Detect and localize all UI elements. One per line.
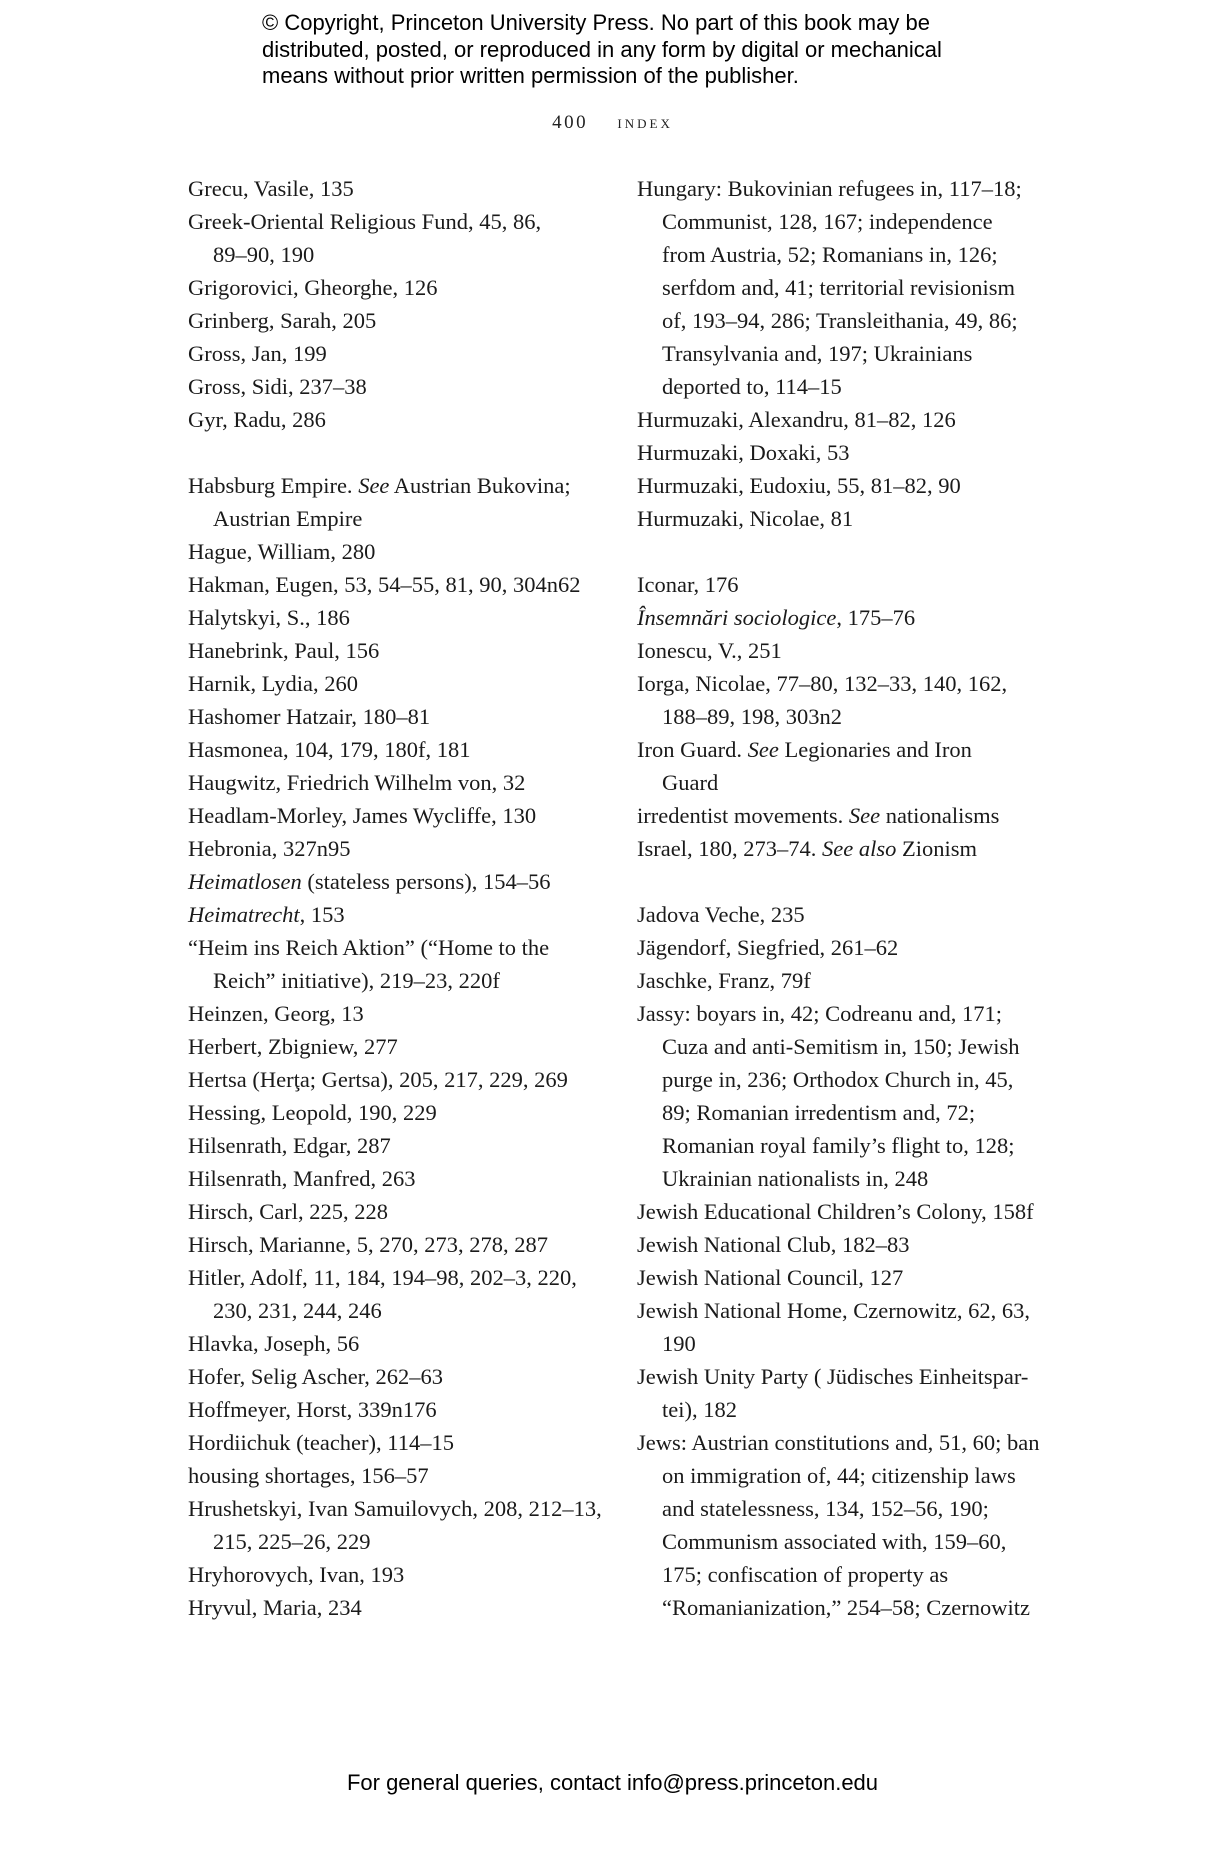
- index-entry: Ionescu, V., 251: [637, 638, 782, 663]
- index-entry: Jews: Austrian constitutions and, 51, 60; ban: [637, 1430, 1040, 1455]
- index-entry-continuation: “Romanianization,” 254–58; Czernowitz: [662, 1595, 1031, 1620]
- index-entry: Jewish National Club, 182–83: [637, 1232, 910, 1257]
- index-entry: Heimatrecht, 153: [188, 902, 345, 927]
- copyright-notice: [262, 10, 1022, 90]
- index-entry: Hungary: Bukovinian refugees in, 117–18;: [637, 176, 1022, 201]
- index-entry: Hurmuzaki, Nicolae, 81: [637, 506, 854, 531]
- index-entry: Hessing, Leopold, 190, 229: [188, 1100, 437, 1125]
- index-entry-continuation: 230, 231, 244, 246: [213, 1298, 382, 1323]
- index-entry: irredentist movements. See nationalisms: [637, 803, 1000, 828]
- index-entry: Jägendorf, Siegfried, 261–62: [637, 935, 899, 960]
- index-entry-continuation: Reich” initiative), 219–23, 220f: [213, 968, 500, 993]
- index-entry: Greek-Oriental Religious Fund, 45, 86,: [188, 209, 542, 234]
- index-entry: Israel, 180, 273–74. See also Zionism: [637, 836, 977, 861]
- index-entry-continuation: 215, 225–26, 229: [213, 1529, 371, 1554]
- index-entry: Hurmuzaki, Doxaki, 53: [637, 440, 850, 465]
- copyright-line: © Copyright, Princeton University Press. No part of this book may be: [262, 10, 930, 35]
- index-entry: Jewish National Council, 127: [637, 1265, 904, 1290]
- index-entry: Hryhorovych, Ivan, 193: [188, 1562, 405, 1587]
- index-entry: Jewish Unity Party ( Jüdisches Einheitspar-: [637, 1364, 1029, 1389]
- index-entry-continuation: 175; confiscation of property as: [662, 1562, 949, 1587]
- index-entry: Heinzen, Georg, 13: [188, 1001, 364, 1026]
- index-entry: Hague, William, 280: [188, 539, 376, 564]
- index-column-left: [188, 172, 658, 1624]
- index-entry-continuation: tei), 182: [662, 1397, 737, 1422]
- index-entry: Haugwitz, Friedrich Wilhelm von, 32: [188, 770, 526, 795]
- index-entry-continuation: Guard: [662, 770, 719, 795]
- index-entry: Habsburg Empire. See Austrian Bukovina;: [188, 473, 571, 498]
- index-entry: Grigorovici, Gheorghe, 126: [188, 275, 438, 300]
- index-entry-continuation: Cuza and anti-Semitism in, 150; Jewish: [662, 1034, 1020, 1059]
- index-entry-continuation: from Austria, 52; Romanians in, 126;: [662, 242, 998, 267]
- index-entry: Însemnări sociologice, 175–76: [637, 605, 916, 630]
- index-spacer: [188, 436, 658, 469]
- index-entry-continuation: Communist, 128, 167; independence: [662, 209, 993, 234]
- index-entry: Jadova Veche, 235: [637, 902, 805, 927]
- index-entry: Headlam-Morley, James Wycliffe, 130: [188, 803, 537, 828]
- index-entry-continuation: purge in, 236; Orthodox Church in, 45,: [662, 1067, 1014, 1092]
- index-entry-continuation: Communism associated with, 159–60,: [662, 1529, 1007, 1554]
- index-entry: Hertsa (Herţa; Gertsa), 205, 217, 229, 269: [188, 1067, 568, 1092]
- index-spacer: [637, 535, 1057, 568]
- index-entry: Hrushetskyi, Ivan Samuilovych, 208, 212–13,: [188, 1496, 602, 1521]
- copyright-line: distributed, posted, or reproduced in any form by digital or mechanical: [262, 36, 942, 62]
- index-entry: Harnik, Lydia, 260: [188, 671, 358, 696]
- index-entry: Hebronia, 327n95: [188, 836, 351, 861]
- index-entry: Herbert, Zbigniew, 277: [188, 1034, 398, 1059]
- index-entry-continuation: Transylvania and, 197; Ukrainians: [662, 341, 973, 366]
- index-entry: Hitler, Adolf, 11, 184, 194–98, 202–3, 220,: [188, 1265, 577, 1290]
- index-entry: Hakman, Eugen, 53, 54–55, 81, 90, 304n62: [188, 572, 581, 597]
- index-entry: Halytskyi, S., 186: [188, 605, 350, 630]
- index-entry: Hordiichuk (teacher), 114–15: [188, 1430, 454, 1455]
- page-number: 400: [552, 112, 589, 133]
- index-entry-continuation: Ukrainian nationalists in, 248: [662, 1166, 929, 1191]
- index-entry-continuation: and statelessness, 134, 152–56, 190;: [662, 1496, 989, 1521]
- index-entry: Jassy: boyars in, 42; Codreanu and, 171;: [637, 1001, 1002, 1026]
- index-entry: Iconar, 176: [637, 572, 739, 597]
- index-entry: Gross, Jan, 199: [188, 341, 327, 366]
- index-entry-continuation: Romanian royal family’s flight to, 128;: [662, 1133, 1015, 1158]
- index-entry: Gross, Sidi, 237–38: [188, 374, 367, 399]
- index-entry-continuation: 190: [662, 1331, 696, 1356]
- index-entry: Hirsch, Carl, 225, 228: [188, 1199, 388, 1224]
- index-entry: Hanebrink, Paul, 156: [188, 638, 380, 663]
- index-entry-continuation: on immigration of, 44; citizenship laws: [662, 1463, 1016, 1488]
- index-entry-continuation: of, 193–94, 286; Transleithania, 49, 86;: [662, 308, 1018, 333]
- index-column-right: [637, 172, 1057, 1624]
- index-entry: Hoffmeyer, Horst, 339n176: [188, 1397, 437, 1422]
- index-entry: Jewish Educational Children’s Colony, 158f: [637, 1199, 1034, 1224]
- index-entry: Hlavka, Joseph, 56: [188, 1331, 360, 1356]
- index-entry-continuation: 89–90, 190: [213, 242, 315, 267]
- running-head: [0, 112, 1225, 134]
- index-entry-continuation: 89; Romanian irredentism and, 72;: [662, 1100, 976, 1125]
- index-entry-continuation: Austrian Empire: [213, 506, 363, 531]
- index-entry-continuation: 188–89, 198, 303n2: [662, 704, 842, 729]
- index-entry: Hurmuzaki, Alexandru, 81–82, 126: [637, 407, 956, 432]
- index-entry: Gyr, Radu, 286: [188, 407, 326, 432]
- index-entry: Hirsch, Marianne, 5, 270, 273, 278, 287: [188, 1232, 548, 1257]
- index-entry: Hilsenrath, Edgar, 287: [188, 1133, 391, 1158]
- index-entry: Hryvul, Maria, 234: [188, 1595, 362, 1620]
- index-entry: Grinberg, Sarah, 205: [188, 308, 377, 333]
- index-spacer: [637, 865, 1057, 898]
- index-entry: Hurmuzaki, Eudoxiu, 55, 81–82, 90: [637, 473, 961, 498]
- copyright-line: means without prior written permission of the publisher.: [262, 63, 799, 88]
- index-entry: Iorga, Nicolae, 77–80, 132–33, 140, 162,: [637, 671, 1008, 696]
- index-entry: Hasmonea, 104, 179, 180f, 181: [188, 737, 471, 762]
- index-entry-continuation: deported to, 114–15: [662, 374, 842, 399]
- index-entry: Iron Guard. See Legionaries and Iron: [637, 737, 972, 762]
- index-entry-continuation: serfdom and, 41; territorial revisionism: [662, 275, 1016, 300]
- footer-contact: For general queries, contact info@press.princeton.edu: [346, 1770, 879, 1795]
- index-entry: Heimatlosen (stateless persons), 154–56: [188, 869, 551, 894]
- index-entry: Jaschke, Franz, 79f: [637, 968, 811, 993]
- index-entry: Hofer, Selig Ascher, 262–63: [188, 1364, 444, 1389]
- index-entry: Jewish National Home, Czernowitz, 62, 63,: [637, 1298, 1031, 1323]
- index-entry: Hilsenrath, Manfred, 263: [188, 1166, 416, 1191]
- index-entry: housing shortages, 156–57: [188, 1463, 429, 1488]
- index-entry: Hashomer Hatzair, 180–81: [188, 704, 431, 729]
- page-title: index: [617, 112, 673, 133]
- index-entry: “Heim ins Reich Aktion” (“Home to the: [188, 935, 550, 960]
- index-entry: Grecu, Vasile, 135: [188, 176, 354, 201]
